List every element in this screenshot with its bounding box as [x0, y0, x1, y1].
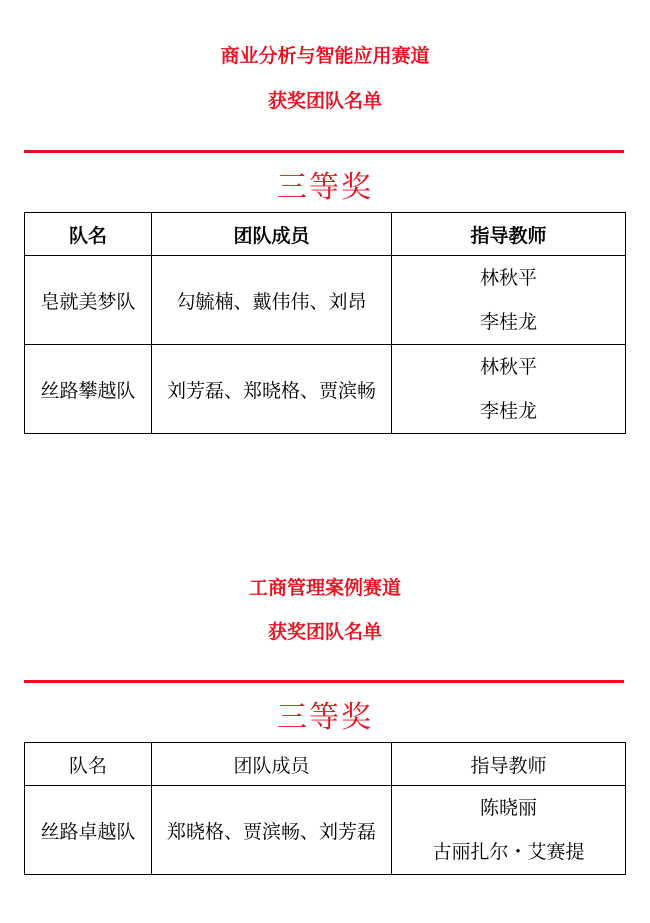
advisor-name: 李桂龙	[479, 400, 537, 422]
column-header-members: 团队成员	[152, 743, 392, 786]
list-title: 获奖团队名单	[267, 90, 382, 112]
column-header-advisors: 指导教师	[392, 213, 626, 256]
team-members: 刘芳磊、郑晓格、贾滨畅	[152, 345, 392, 434]
advisor-name: 李桂龙	[479, 311, 537, 333]
prize-level: 三等奖	[277, 700, 373, 735]
column-header-advisors: 指导教师	[392, 743, 626, 786]
table-row	[25, 256, 626, 345]
table-row	[25, 345, 626, 434]
divider-line	[24, 150, 624, 153]
column-header-team: 队名	[25, 213, 152, 256]
column-header-members: 团队成员	[152, 213, 392, 256]
team-name: 皂就美梦队	[25, 256, 152, 345]
advisor-name: 古丽扎尔・艾赛提	[432, 841, 585, 863]
advisor-name: 陈晓丽	[479, 797, 537, 819]
advisors-cell	[392, 345, 626, 434]
team-members: 勾毓楠、戴伟伟、刘昂	[152, 256, 392, 345]
team-name: 丝路攀越队	[25, 345, 152, 434]
advisor-name: 林秋平	[479, 356, 537, 378]
list-title: 获奖团队名单	[267, 621, 382, 643]
advisors-cell	[392, 256, 626, 345]
track-title: 工商管理案例赛道	[248, 577, 401, 599]
prize-level: 三等奖	[277, 170, 373, 205]
column-header-team: 队名	[25, 743, 152, 786]
divider-line	[24, 680, 624, 683]
table-row	[25, 786, 626, 875]
table-header-row	[25, 213, 626, 256]
track-title: 商业分析与智能应用赛道	[220, 45, 430, 67]
awards-table	[24, 212, 626, 434]
advisors-cell	[392, 786, 626, 875]
advisor-name: 林秋平	[479, 267, 537, 289]
team-members: 郑晓格、贾滨畅、刘芳磊	[152, 786, 392, 875]
team-name: 丝路卓越队	[25, 786, 152, 875]
awards-table	[24, 742, 626, 875]
table-header-row	[25, 743, 626, 786]
